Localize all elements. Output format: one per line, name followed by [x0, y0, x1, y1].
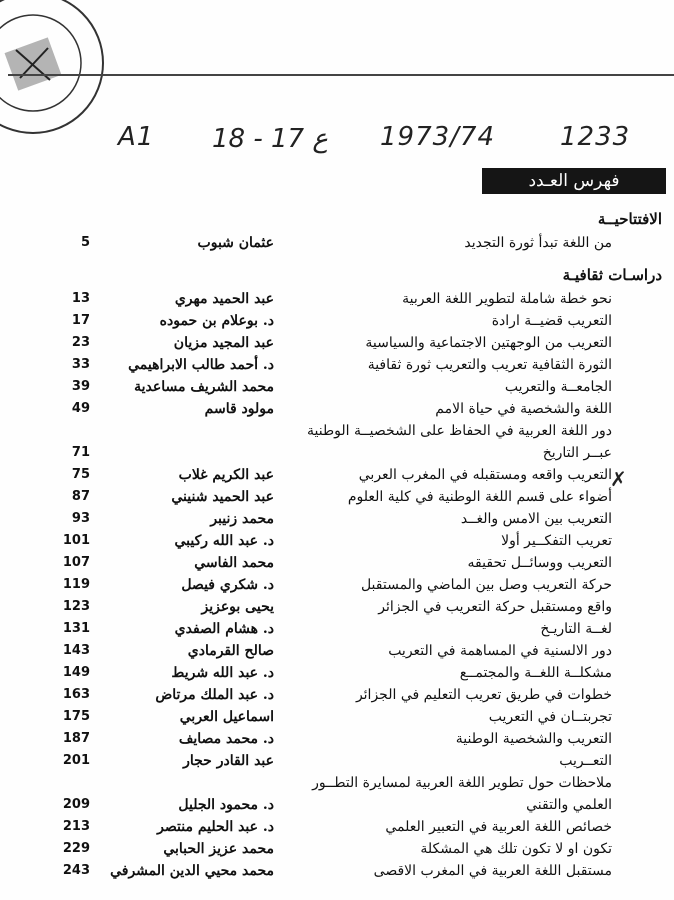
- toc-page-number: 71: [71, 445, 90, 460]
- toc-entry: [0, 706, 674, 728]
- toc-title: دور الالسنية في المساهمة في التعريب: [388, 643, 612, 659]
- toc-title: لغــة التاريـخ: [540, 621, 612, 637]
- toc-author: عبد الكريم غلاب: [178, 467, 274, 483]
- toc-page-number: 23: [71, 335, 90, 350]
- toc-entry: [0, 794, 674, 816]
- toc-page-number: 175: [62, 709, 90, 724]
- toc-author: صالح القرمادي: [187, 643, 274, 659]
- toc-title: دور اللغة العربية في الحفاظ على الشخصيــة الوطنية: [307, 423, 612, 439]
- toc-page-number: 75: [71, 467, 90, 482]
- toc-author: محمد الشريف مساعدية: [134, 379, 274, 395]
- handwritten-note-a: A1: [118, 122, 155, 152]
- toc-page-number: 143: [62, 643, 90, 658]
- toc-author: محمد عزيز الحبابي: [163, 841, 274, 857]
- toc-entry: [0, 618, 674, 640]
- toc-entry: [0, 398, 674, 420]
- toc-entry: [0, 662, 674, 684]
- toc-title: مستقبل اللغة العربية في المغرب الاقصى: [373, 863, 612, 879]
- toc-entry: [0, 464, 674, 486]
- toc-entry: [0, 288, 674, 310]
- toc-entry: [0, 376, 674, 398]
- toc-page-number: 87: [71, 489, 90, 504]
- toc-title: مشكلــة اللغــة والمجتمــع: [459, 665, 612, 681]
- toc-page-number: 101: [62, 533, 90, 548]
- toc-author: د. عبد الحليم منتصر: [157, 819, 274, 835]
- toc-page-number: 107: [62, 555, 90, 570]
- section-heading-studies: دراسـات ثقافيـة: [562, 266, 662, 284]
- handwritten-note-b: 18 - 17 ع: [212, 124, 328, 154]
- toc-title: تعريب التفكــير أولا: [501, 533, 612, 549]
- toc-entry: [0, 486, 674, 508]
- toc-page-number: 93: [71, 511, 90, 526]
- toc-author: د. شكري فيصل: [181, 577, 274, 593]
- toc-entry: [0, 332, 674, 354]
- toc-page-number: 209: [62, 797, 90, 812]
- toc-author: د. هشام الصفدي: [174, 621, 274, 637]
- toc-entry: [0, 860, 674, 882]
- toc-author: د. عبد الله شريط: [171, 665, 274, 681]
- toc-author: اسماعيل العربي: [179, 709, 274, 725]
- toc-entry: [0, 310, 674, 332]
- toc-page-number: 17: [71, 313, 90, 328]
- toc-page-number: 119: [62, 577, 90, 592]
- toc-author: د. بوعلام بن حموده: [159, 313, 274, 329]
- toc-page-number: 5: [80, 235, 90, 250]
- toc-entry: [0, 728, 674, 750]
- toc-author: مولود قاسم: [204, 401, 274, 417]
- toc-title: أضواء على قسم اللغة الوطنية في كلية العلوم: [347, 489, 612, 505]
- toc-page-number: 213: [62, 819, 90, 834]
- toc-title: اللغة والشخصية في حياة الامم: [435, 401, 612, 417]
- toc-title: تجربتــان في التعريب: [488, 709, 612, 725]
- section-heading-opening: الافتتاحيــة: [597, 210, 662, 228]
- toc-entry: [0, 838, 674, 860]
- toc-author: عبد الحميد مهري: [174, 291, 274, 307]
- toc-author: عثمان شبوب: [197, 235, 274, 251]
- toc-entry: [0, 508, 674, 530]
- toc-author: د. عبد الله ركيبي: [174, 533, 274, 549]
- toc-entry: [0, 442, 674, 464]
- handwritten-note-c: 1973/74: [380, 122, 496, 152]
- toc-title: التعريب ووسائــل تحقيقه: [467, 555, 612, 571]
- toc-title: خطوات في طريق تعريب التعليم في الجزائر: [355, 687, 612, 703]
- toc-author: د. عبد الملك مرتاض: [155, 687, 274, 703]
- toc-title: واقع ومستقبل حركة التعريب في الجزائر: [378, 599, 612, 615]
- toc-page-number: 149: [62, 665, 90, 680]
- toc-page-number: 131: [62, 621, 90, 636]
- toc-page-number: 49: [71, 401, 90, 416]
- toc-page-number: 187: [62, 731, 90, 746]
- toc-page-number: 13: [71, 291, 90, 306]
- toc-author: يحيى بوعزيز: [201, 599, 274, 615]
- toc-author: د. أحمد طالب الابراهيمي: [128, 357, 274, 373]
- toc-page-number: 123: [62, 599, 90, 614]
- toc-entry: [0, 750, 674, 772]
- toc-title: من اللغة تبدأ ثورة التجديد: [464, 235, 612, 251]
- toc-title: التعــريب: [559, 753, 612, 769]
- toc-entry: [0, 596, 674, 618]
- toc-title: الثورة الثقافية تعريب والتعريب ثورة ثقافية: [367, 357, 612, 373]
- toc-page-number: 33: [71, 357, 90, 372]
- toc-title: نحو خطة شاملة لتطوير اللغة العربية: [402, 291, 612, 307]
- toc-page-number: 39: [71, 379, 90, 394]
- toc-page-number: 243: [62, 863, 90, 878]
- toc-title: ملاحظات حول تطوير اللغة العربية لمسايرة التطــور: [312, 775, 612, 791]
- toc-author: عبد المجيد مزيان: [173, 335, 274, 351]
- toc-title: خصائص اللغة العربية في التعبير العلمي: [385, 819, 612, 835]
- toc-entry: [0, 816, 674, 838]
- toc-author: عبد الحميد شنيني: [171, 489, 274, 505]
- toc-author: محمد زنيبر: [210, 511, 274, 527]
- toc-title: التعريب بين الامس والغــد: [460, 511, 612, 527]
- toc-entry: [0, 232, 674, 254]
- header-rule: [8, 74, 674, 76]
- toc-title: تكون او لا تكون تلك هي المشكلة: [420, 841, 612, 857]
- toc-author: عبد القادر حجار: [183, 753, 274, 769]
- toc-title: التعريب واقعه ومستقبله في المغرب العربي: [358, 467, 612, 483]
- toc-entry: [0, 552, 674, 574]
- toc-title: عبــر التاريخ: [542, 445, 612, 461]
- library-stamp: [0, 0, 108, 138]
- toc-title: التعريب من الوجهتين الاجتماعية والسياسية: [365, 335, 612, 351]
- toc-title: التعريب قضيــة ارادة: [491, 313, 612, 329]
- toc-title: التعريب والشخصية الوطنية: [455, 731, 612, 747]
- toc-entry: [0, 420, 674, 442]
- handwritten-note-d: 1233: [560, 122, 631, 152]
- toc-entry: [0, 772, 674, 794]
- toc-author: محمد الفاسي: [194, 555, 274, 571]
- toc-page-number: 163: [62, 687, 90, 702]
- toc-entry: [0, 574, 674, 596]
- toc-title: حركة التعريب وصل بين الماضي والمستقبل: [360, 577, 612, 593]
- toc-entry: [0, 530, 674, 552]
- toc-author: محمد محيي الدين المشرفي: [110, 863, 274, 879]
- toc-author: د. محمود الجليل: [178, 797, 274, 813]
- toc-entry: [0, 354, 674, 376]
- toc-title: العلمي والتقني: [526, 797, 612, 813]
- issue-contents-banner: فهرس العـدد: [482, 168, 666, 194]
- toc-author: د. محمد مصايف: [178, 731, 274, 747]
- toc-entry: [0, 684, 674, 706]
- pencil-check-mark: ✗: [610, 467, 627, 491]
- toc-title: الجامعــة والتعريب: [504, 379, 612, 395]
- toc-page-number: 201: [62, 753, 90, 768]
- toc-entry: [0, 640, 674, 662]
- toc-page-number: 229: [62, 841, 90, 856]
